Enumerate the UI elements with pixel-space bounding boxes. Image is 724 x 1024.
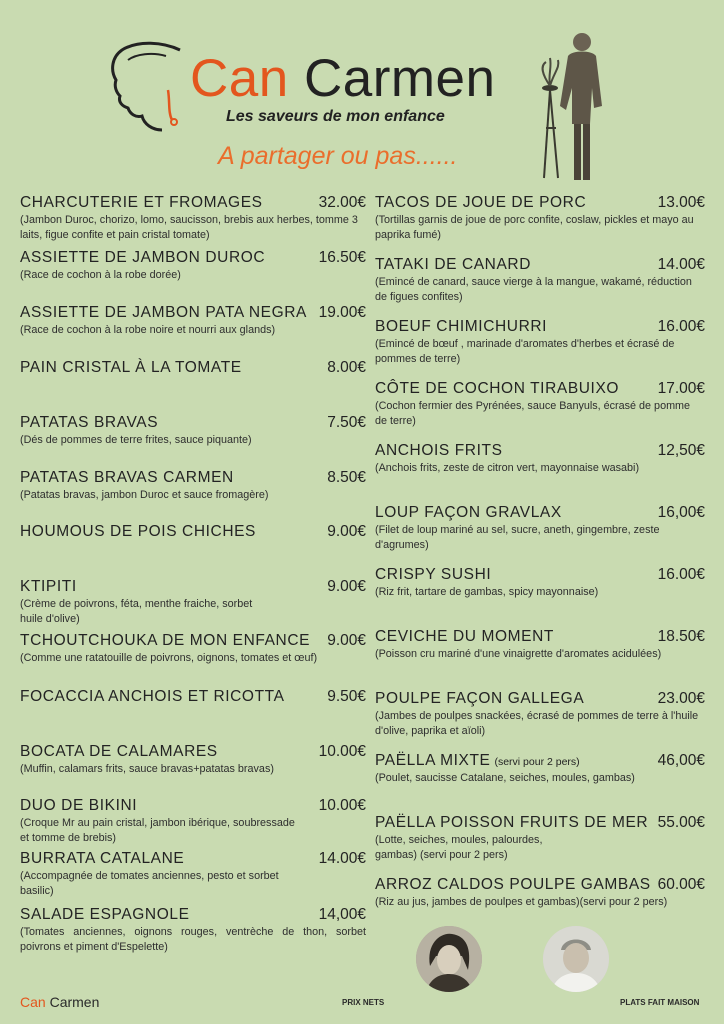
menu-item <box>20 743 366 777</box>
item-price: 55.00€ <box>657 814 705 831</box>
brand-logo <box>190 49 496 108</box>
item-name: ASSIETTE DE JAMBON DUROC <box>20 249 266 266</box>
menu-item <box>375 814 705 863</box>
man-portrait-icon <box>543 926 609 992</box>
item-description: (Tomates anciennes, oignons rouges, ventrèche de thon, sorbet poivrons et piment d'Espelette) <box>20 926 366 953</box>
woman-profile-logo-icon <box>108 40 190 132</box>
item-price: 10.00€ <box>318 743 366 760</box>
item-name: BOEUF CHIMICHURRI <box>375 318 548 335</box>
item-price: 12,50€ <box>657 442 705 459</box>
item-description: (Poisson cru mariné d'une vinaigrette d'aromates acidulées) <box>375 648 662 660</box>
menu-item <box>20 850 366 899</box>
item-price: 13.00€ <box>657 194 705 211</box>
item-price: 16.00€ <box>657 318 705 335</box>
item-description: (Croque Mr au pain cristal, jambon ibérique, soubressade et tomme de brebis) <box>20 817 295 844</box>
item-description: (Poulet, saucisse Catalane, seiches, moules, gambas) <box>375 772 635 784</box>
menu-item <box>20 304 366 338</box>
item-price: 17.00€ <box>657 380 705 397</box>
menu-item <box>20 797 366 846</box>
menu-item <box>375 194 705 243</box>
menu-header <box>0 0 724 190</box>
item-name: DUO DE BIKINI <box>20 797 138 814</box>
item-description: (Anchois frits, zeste de citron vert, mayonnaise wasabi) <box>375 462 640 474</box>
item-price: 60.00€ <box>657 876 705 893</box>
menu-item <box>375 442 705 476</box>
item-price: 14,00€ <box>318 906 366 923</box>
man-portrait-photo <box>543 926 609 992</box>
footer-brand <box>20 994 99 1010</box>
menu-footer <box>0 994 724 1014</box>
item-name: PATATAS BRAVAS CARMEN <box>20 469 234 486</box>
item-name <box>375 752 580 770</box>
section-title: A partager ou pas...... <box>218 142 458 170</box>
menu-item <box>375 876 705 910</box>
item-price: 9.00€ <box>327 578 366 595</box>
item-name: ASSIETTE DE JAMBON PATA NEGRA <box>20 304 307 321</box>
item-description: (Comme une ratatouille de poivrons, oignons, tomates et œuf) <box>20 652 318 664</box>
vintage-man-photo <box>536 28 616 188</box>
menu-item <box>20 688 366 706</box>
menu-item <box>20 906 366 955</box>
item-price: 16,00€ <box>657 504 705 521</box>
item-name: CEVICHE DU MOMENT <box>375 628 554 645</box>
item-price: 10.00€ <box>318 797 366 814</box>
item-description: (Emincé de canard, sauce vierge à la mangue, wakamé, réduction de figues confites) <box>375 276 692 303</box>
item-price: 8.00€ <box>327 359 366 376</box>
menu-item <box>20 523 366 541</box>
menu-item <box>375 256 705 305</box>
item-description: (Tortillas garnis de joue de porc confite, coslaw, pickles et mayo au paprika fumé) <box>375 214 694 241</box>
item-price: 46,00€ <box>657 752 705 769</box>
brand-can: Can <box>190 49 289 108</box>
item-price: 16.50€ <box>318 249 366 266</box>
item-description: (Muffin, calamars frits, sauce bravas+patatas bravas) <box>20 763 274 775</box>
item-name: CRISPY SUSHI <box>375 566 492 583</box>
item-price: 9.50€ <box>327 688 366 705</box>
item-price: 16.00€ <box>657 566 705 583</box>
menu-item <box>20 194 366 243</box>
item-price: 14.00€ <box>318 850 366 867</box>
item-name: ARROZ CALDOS POULPE GAMBAS <box>375 876 651 893</box>
item-price: 19.00€ <box>318 304 366 321</box>
item-description: (Lotte, seiches, moules, palourdes, gambas) (servi pour 2 pers) <box>375 834 543 861</box>
menu-item <box>375 628 705 662</box>
menu-item <box>20 469 366 503</box>
item-price: 14.00€ <box>657 256 705 273</box>
item-description: (Riz au jus, jambes de poulpes et gambas)(servi pour 2 pers) <box>375 896 668 908</box>
menu-item <box>375 380 705 429</box>
item-price: 23.00€ <box>657 690 705 707</box>
item-name: TATAKI DE CANARD <box>375 256 532 273</box>
menu-item <box>20 249 366 283</box>
item-name: CÔTE DE COCHON TIRABUIXO <box>375 380 620 397</box>
item-price: 18.50€ <box>657 628 705 645</box>
menu-item <box>375 752 705 786</box>
brand-carmen: Carmen <box>303 49 496 108</box>
item-name: KTIPITI <box>20 578 77 595</box>
menu-item <box>20 359 366 377</box>
item-price: 9.00€ <box>327 632 366 649</box>
menu-item <box>20 578 366 627</box>
tagline: Les saveurs de mon enfance <box>226 108 445 125</box>
item-description: (Race de cochon à la robe noire et nourri aux glands) <box>20 324 276 336</box>
prix-nets-label: PRIX NETS <box>342 998 385 1007</box>
item-name: PAIN CRISTAL À LA TOMATE <box>20 359 242 376</box>
item-name: SALADE ESPAGNOLE <box>20 906 190 923</box>
plats-fait-maison-label: PLATS FAIT MAISON <box>620 998 700 1007</box>
item-description: (Crème de poivrons, féta, menthe fraiche, sorbet huile d'olive) <box>20 598 253 625</box>
item-description: (Riz frit, tartare de gambas, spicy mayonnaise) <box>375 586 599 598</box>
item-name: FOCACCIA ANCHOIS ET RICOTTA <box>20 688 285 705</box>
item-name: PAËLLA POISSON FRUITS DE MER <box>375 814 649 831</box>
item-name-text: PAËLLA MIXTE <box>375 752 491 769</box>
item-name: BURRATA CATALANE <box>20 850 185 867</box>
item-description: (Jambon Duroc, chorizo, lomo, saucisson, brebis aux herbes, tomme 3 laits, figue confite et pain cristal tomate) <box>20 214 358 241</box>
item-description: (Cochon fermier des Pyrénées, sauce Banyuls, écrasé de pomme de terre) <box>375 400 691 427</box>
item-description: (Dés de pommes de terre frites, sauce piquante) <box>20 434 252 446</box>
item-name: ANCHOIS FRITS <box>375 442 503 459</box>
item-name: TCHOUTCHOUKA DE MON ENFANCE <box>20 632 311 649</box>
footer-brand-carmen: Carmen <box>49 994 100 1010</box>
item-name: PATATAS BRAVAS <box>20 414 159 431</box>
item-description: (Emincé de bœuf , marinade d'aromates d'herbes et écrasé de pommes de terre) <box>375 338 675 365</box>
menu-item <box>20 414 366 448</box>
menu-item <box>375 504 705 553</box>
item-price: 9.00€ <box>327 523 366 540</box>
item-name: POULPE FAÇON GALLEGA <box>375 690 585 707</box>
item-description: (Filet de loup mariné au sel, sucre, aneth, gingembre, zeste d'agrumes) <box>375 524 660 551</box>
item-name: CHARCUTERIE ET FROMAGES <box>20 194 263 211</box>
item-description: (Race de cochon à la robe dorée) <box>20 269 181 281</box>
woman-portrait-icon <box>416 926 482 992</box>
item-price: 32.00€ <box>318 194 366 211</box>
item-name: TACOS DE JOUE DE PORC <box>375 194 587 211</box>
woman-portrait-photo <box>416 926 482 992</box>
item-description: (Jambes de poulpes snackées, écrasé de pommes de terre à l'huile d'olive, paprika et aïoli) <box>375 710 699 737</box>
item-price: 7.50€ <box>327 414 366 431</box>
item-price: 8.50€ <box>327 469 366 486</box>
menu-item <box>375 566 705 600</box>
menu-item <box>20 632 366 666</box>
item-name: HOUMOUS DE POIS CHICHES <box>20 523 256 540</box>
item-name: BOCATA DE CALAMARES <box>20 743 218 760</box>
item-description: (Accompagnée de tomates anciennes, pesto et sorbet basilic) <box>20 870 279 897</box>
item-description: (Patatas bravas, jambon Duroc et sauce fromagère) <box>20 489 269 501</box>
menu-item <box>375 690 705 739</box>
item-serving-note: (servi pour 2 pers) <box>494 756 580 768</box>
footer-brand-can: Can <box>20 994 46 1010</box>
item-name: LOUP FAÇON GRAVLAX <box>375 504 562 521</box>
menu-item <box>375 318 705 367</box>
